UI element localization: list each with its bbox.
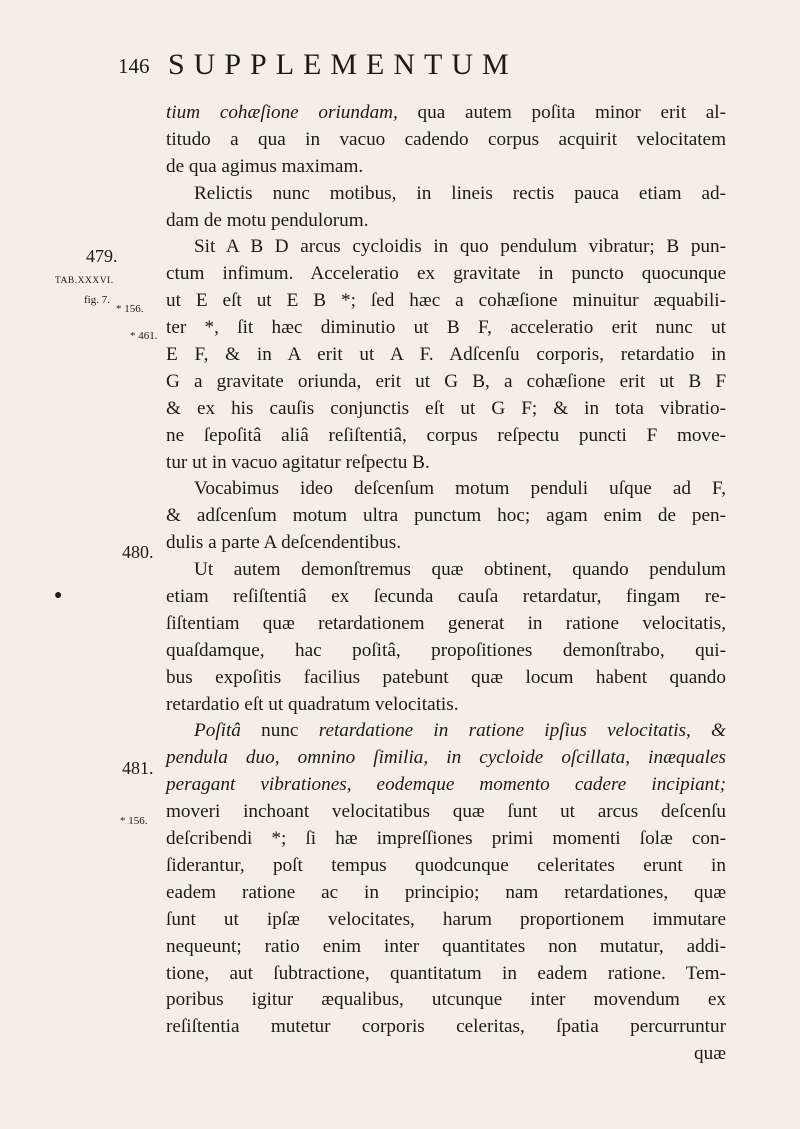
text-line: deſcribendi *; ſi hæ impreſſiones primi momenti ſolæ con- bbox=[166, 828, 726, 850]
text-line: poribus igitur æqualibus, utcunque inter movendum ex bbox=[166, 989, 726, 1011]
section-number-480: 480. bbox=[122, 542, 154, 562]
text-line: & adſcenſum motum ultra punctum hoc; agam enim de pen- bbox=[166, 505, 726, 527]
text-line: pendula duo, omnino ſimilia, in cycloide oſcillata, inæquales bbox=[166, 747, 726, 769]
text-line: retardatio eſt ut quadratum velocitatis. bbox=[166, 693, 459, 715]
text-line: E F, & in A erit ut A F. Adſcenſu corporis, retardatio in bbox=[166, 344, 726, 366]
page-number: 146 bbox=[118, 54, 150, 78]
margin-note-156-b: * 156. bbox=[120, 815, 148, 827]
running-title: SUPPLEMENTUM bbox=[168, 48, 518, 81]
text-line: peragant vibrationes, eodemque momento cadere incipiant; bbox=[166, 774, 726, 796]
catchword: quæ bbox=[694, 1043, 726, 1065]
text-line: tium cohæſione oriundam, qua autem poſita minor erit al- bbox=[166, 102, 726, 123]
text-line: de qua agimus maximam. bbox=[166, 155, 364, 177]
text-line: ſiſtentiam quæ retardationem generat in ratione velocitatis, bbox=[166, 612, 726, 634]
text-line: Poſitâ nunc retardatione in ratione ipſius velocitatis, & bbox=[194, 720, 726, 742]
text-line: Sit A B D arcus cycloidis in quo pendulum vibratur; B pun- bbox=[194, 236, 726, 258]
text-line: Vocabimus ideo deſcenſum motum penduli uſque ad F, bbox=[194, 478, 726, 500]
text-line: dam de motu pendulorum. bbox=[166, 209, 369, 231]
text-line: bus expoſitis facilius patebunt quæ locum habent quando bbox=[166, 666, 726, 688]
text-line: dulis a parte A deſcendentibus. bbox=[166, 532, 401, 554]
text-body bbox=[166, 100, 726, 1068]
text-line: & ex his cauſis conjunctis eſt ut G F; & in tota vibratio- bbox=[166, 397, 726, 419]
plate-reference: TAB.XXXVI. bbox=[55, 276, 114, 286]
margin-note-156: * 156. bbox=[116, 303, 144, 315]
margin-note-461: * 461. bbox=[130, 330, 158, 342]
text-line: eadem ratione ac in principio; nam retardationes, quæ bbox=[166, 881, 726, 903]
text-line: ctum infimum. Acceleratio ex gravitate in puncto quocunque bbox=[166, 263, 726, 285]
text-line: ſiderantur, poſt tempus quodcunque celeritates erunt in bbox=[166, 854, 726, 876]
text-line: tione, aut ſubtractione, quantitatum in eadem ratione. Tem- bbox=[166, 962, 726, 984]
page-header bbox=[118, 48, 718, 88]
section-number-479: 479. bbox=[86, 246, 118, 266]
text-line: reſiſtentia mutetur corporis celeritas, ſpatia percurruntur bbox=[166, 1016, 726, 1038]
text-line: G a gravitate oriunda, erit ut G B, a cohæſione erit ut B F bbox=[166, 370, 726, 392]
text-line: moveri inchoant velocitatibus quæ ſunt ut arcus deſcenſu bbox=[166, 801, 726, 823]
figure-reference: fig. 7. bbox=[84, 294, 110, 306]
text-line: tur ut in vacuo agitatur reſpectu B. bbox=[166, 451, 430, 473]
margin-bullet: ● bbox=[54, 588, 63, 603]
text-line: ſunt ut ipſæ velocitates, harum proportionem immutare bbox=[166, 908, 726, 930]
text-line: nequeunt; ratio enim inter quantitates non mutatur, addi- bbox=[166, 935, 726, 957]
text-line: ter *, ſit hæc diminutio ut B F, acceleratio erit nunc ut bbox=[166, 317, 726, 339]
text-line: ne ſepoſitâ aliâ reſiſtentiâ, corpus reſpectu puncti F move- bbox=[166, 424, 726, 446]
text-line: Relictis nunc motibus, in lineis rectis pauca etiam ad- bbox=[194, 182, 726, 204]
section-number-481: 481. bbox=[122, 758, 154, 778]
text-line: etiam reſiſtentiâ ex ſecunda cauſa retardatur, fingam re- bbox=[166, 586, 726, 608]
text-line: Ut autem demonſtremus quæ obtinent, quando pendulum bbox=[194, 559, 726, 581]
text-line: titudo a qua in vacuo cadendo corpus acquirit velocitatem bbox=[166, 128, 726, 150]
text-line: ut E eſt ut E B *; ſed hæc a cohæſione minuitur æquabili- bbox=[166, 290, 726, 312]
text-line: quaſdamque, hac poſitâ, propoſitiones demonſtrabo, qui- bbox=[166, 639, 726, 661]
